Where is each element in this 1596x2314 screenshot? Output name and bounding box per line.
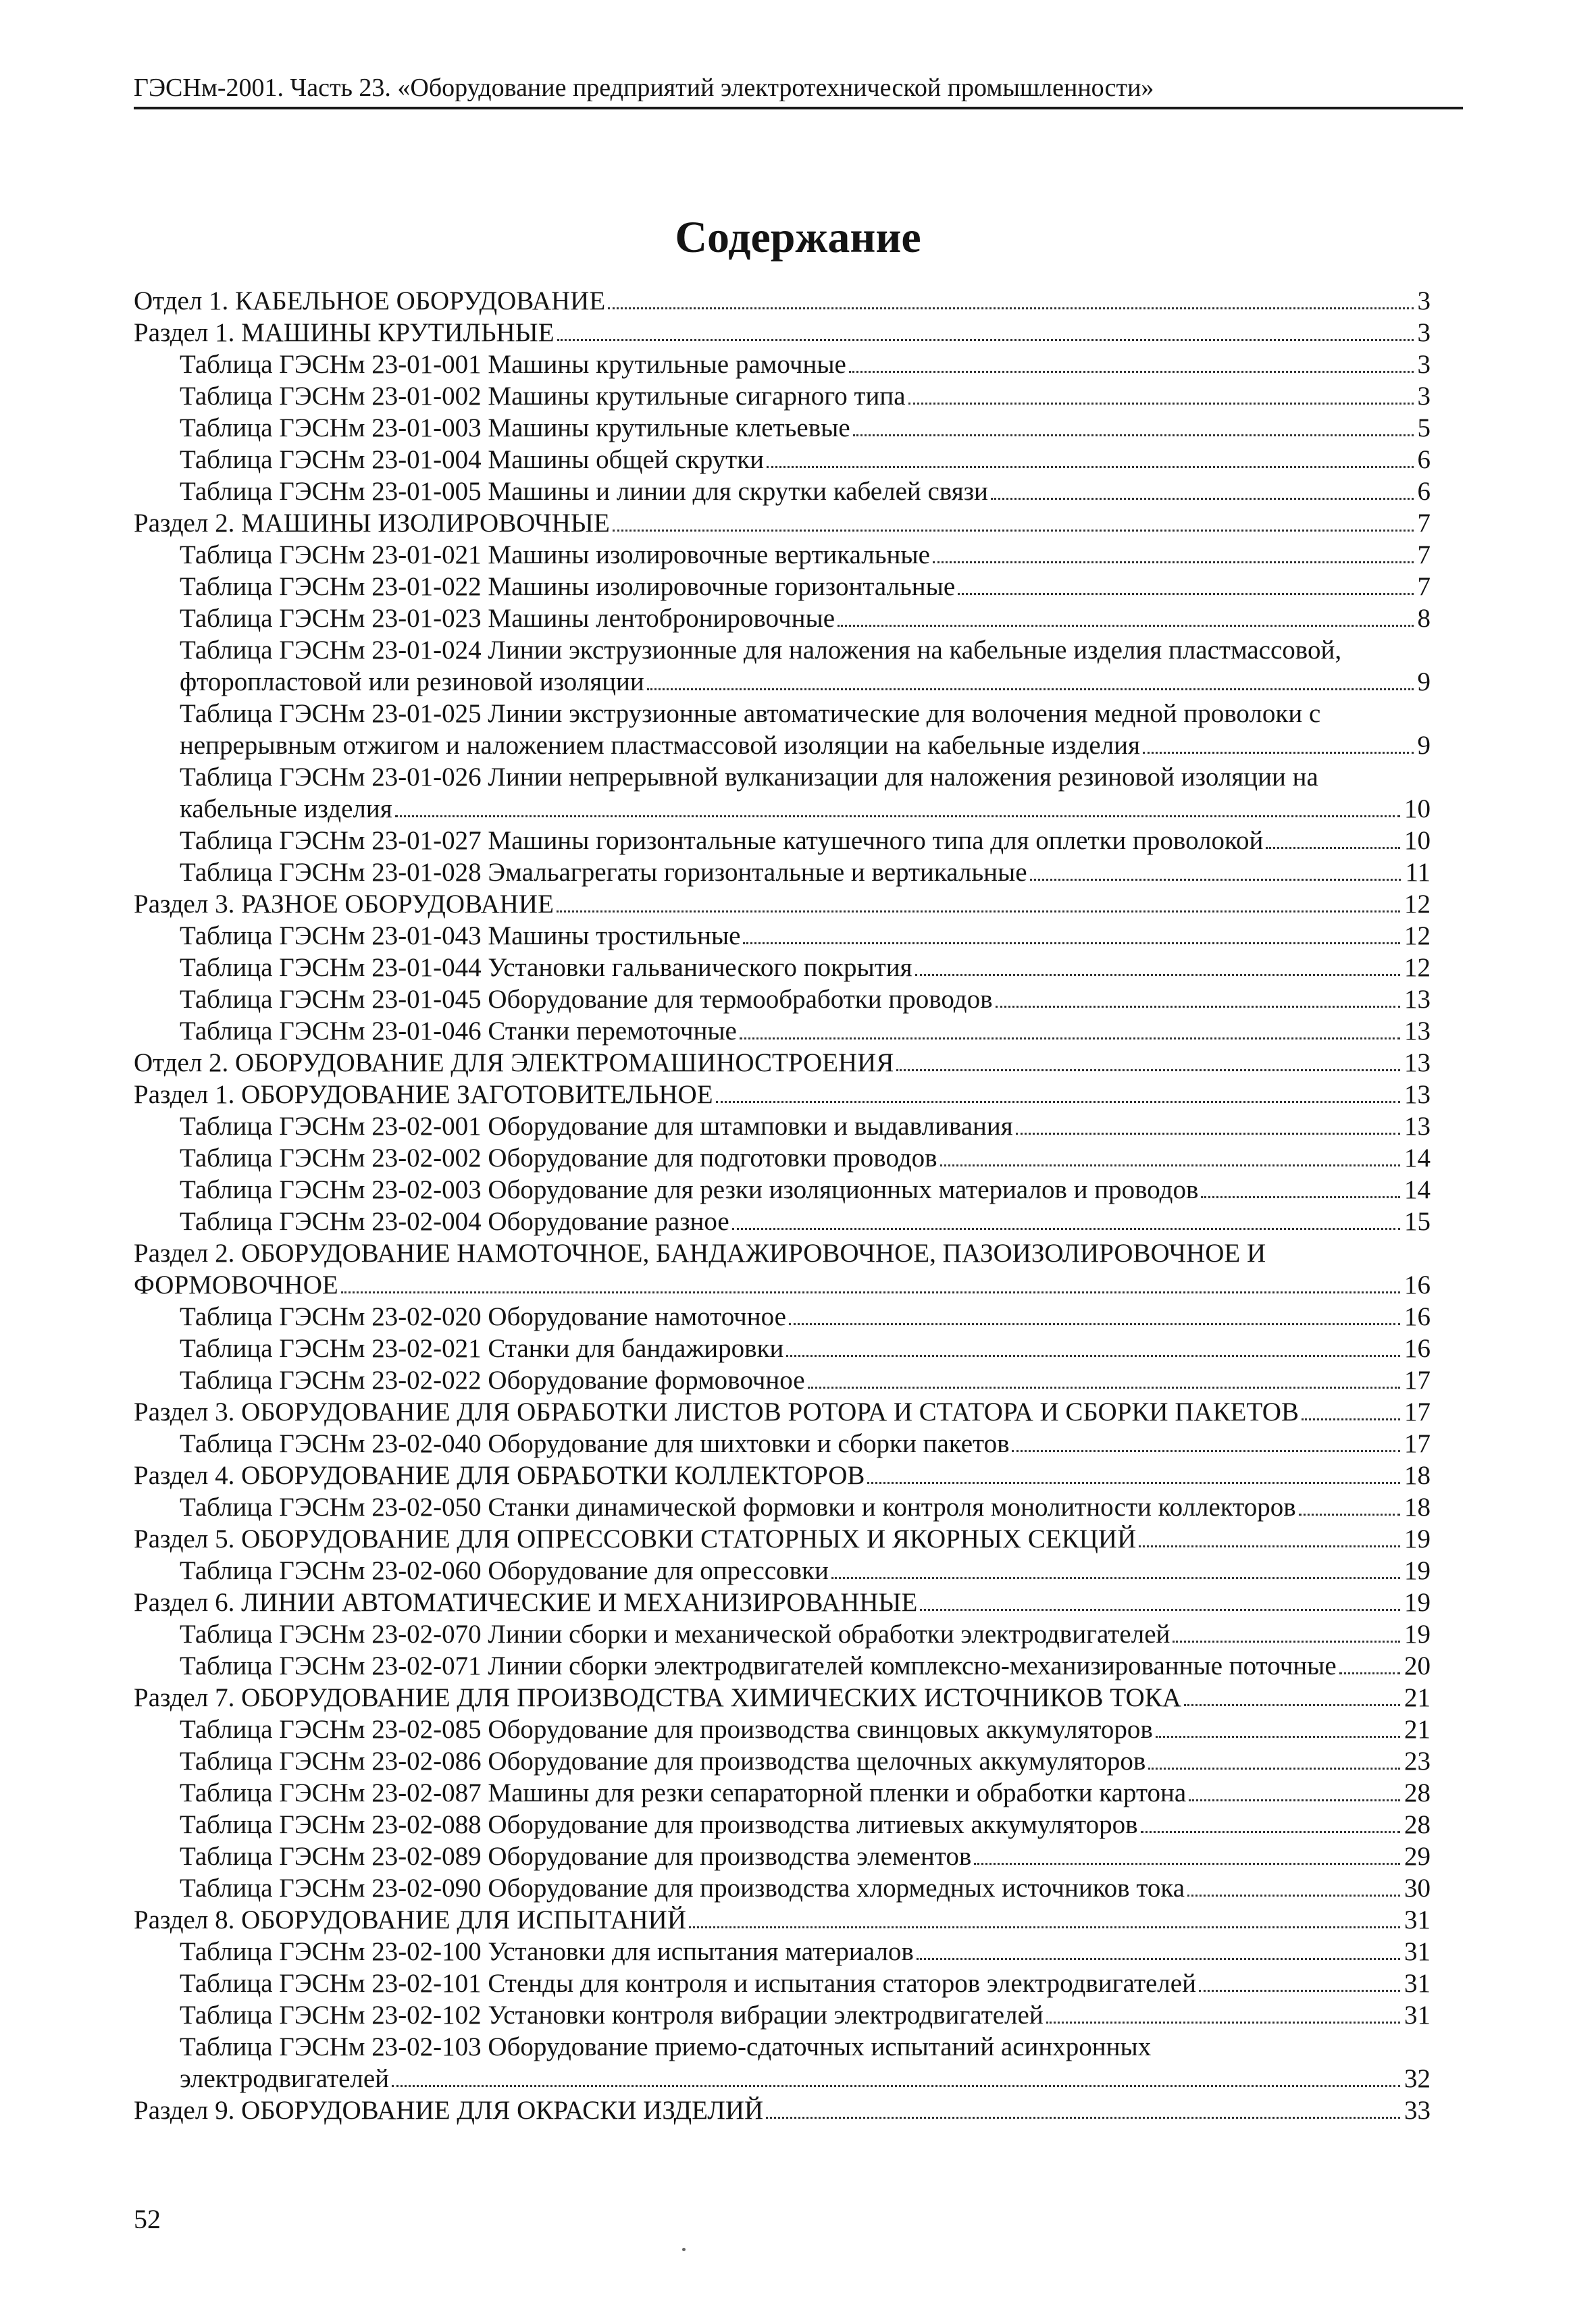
toc-table-entry	[134, 602, 1431, 634]
toc-table-entry	[134, 952, 1431, 983]
toc-entry-page: 28	[1404, 1778, 1431, 1807]
toc-dot-leader	[1016, 1133, 1400, 1135]
toc-entry-row	[180, 1999, 1431, 2031]
toc-table-entry	[134, 1618, 1431, 1650]
toc-entry-row	[180, 1015, 1431, 1047]
header-rule	[134, 107, 1463, 109]
toc-entry-text: Таблица ГЭСНм 23-01-022 Машины изолировочные горизонтальные	[180, 572, 956, 601]
toc-entry-row	[180, 1777, 1431, 1809]
toc-entry-text: Таблица ГЭСНм 23-01-001 Машины крутильные рамочные	[180, 350, 846, 379]
toc-entry-text: Таблица ГЭСНм 23-02-087 Машины для резки сепараторной пленки и обработки картона	[180, 1778, 1187, 1807]
toc-table-entry	[134, 920, 1431, 952]
toc-table-entry	[134, 1714, 1431, 1745]
toc-entry-page: 5	[1417, 413, 1431, 442]
toc-entry-page: 6	[1417, 477, 1431, 506]
toc-table-entry	[134, 1206, 1431, 1237]
toc-entry-page: 10	[1404, 826, 1431, 855]
toc-section-entry	[134, 1460, 1431, 1491]
toc-table-entry	[134, 1301, 1431, 1333]
toc-entry-page: 16	[1404, 1334, 1431, 1363]
toc-entry-row	[180, 1650, 1431, 1682]
toc-dot-leader	[1156, 1736, 1400, 1738]
toc-entry-row	[180, 1618, 1431, 1650]
toc-entry-page: 7	[1417, 540, 1431, 569]
toc-entry-text: Раздел 3. РАЗНОЕ ОБОРУДОВАНИЕ	[134, 890, 554, 919]
toc-entry-text: Таблица ГЭСНм 23-01-046 Станки перемоточные	[180, 1017, 737, 1046]
toc-entry-text: Таблица ГЭСНм 23-01-027 Машины горизонтальные катушечного типа для оплетки проволокой	[180, 826, 1264, 855]
toc-entry-row	[180, 602, 1431, 634]
toc-entry-row	[134, 1269, 1431, 1301]
toc-entry-text: фторопластовой или резиновой изоляции	[180, 667, 644, 696]
toc-dot-leader	[647, 688, 1414, 690]
toc-entry-row	[134, 1079, 1431, 1110]
toc-entry-row	[180, 2063, 1431, 2094]
toc-table-entry	[134, 1745, 1431, 1777]
running-header: ГЭСНм-2001. Часть 23. «Оборудование предприятий электротехнической промышленности»	[134, 74, 1154, 102]
toc-entry-text: Таблица ГЭСНм 23-02-102 Установки контроля вибрации электродвигателей	[180, 2001, 1044, 2030]
toc-entry-row	[180, 1872, 1431, 1904]
toc-table-entry	[134, 1142, 1431, 1174]
toc-dot-leader	[831, 1577, 1400, 1579]
toc-dot-leader	[557, 339, 1414, 341]
toc-entry-text: Таблица ГЭСНм 23-02-003 Оборудование для резки изоляционных материалов и проводов	[180, 1175, 1199, 1204]
toc-entry-text-line: Таблица ГЭСНм 23-01-024 Линии экструзионные для наложения на кабельные изделия пластмассовой,	[180, 636, 1342, 665]
toc-table-entry	[134, 539, 1431, 571]
toc-entry-text: Отдел 2. ОБОРУДОВАНИЕ ДЛЯ ЭЛЕКТРОМАШИНОСТРОЕНИЯ	[134, 1048, 894, 1077]
toc-dot-leader	[689, 1926, 1400, 1928]
scan-speck	[682, 2248, 686, 2251]
toc-entry-page: 11	[1405, 858, 1431, 887]
toc-dot-leader	[974, 1863, 1400, 1865]
toc-entry-text: Таблица ГЭСНм 23-02-070 Линии сборки и механической обработки электродвигателей	[180, 1620, 1170, 1649]
toc-entry-row	[134, 317, 1431, 349]
toc-section-entry	[134, 1396, 1431, 1428]
toc-entry-text: Таблица ГЭСНм 23-02-086 Оборудование для производства щелочных аккумуляторов	[180, 1747, 1146, 1776]
toc-entry-page: 31	[1404, 1905, 1431, 1934]
toc-entry-text-line: Раздел 2. ОБОРУДОВАНИЕ НАМОТОЧНОЕ, БАНДАЖИРОВОЧНОЕ, ПАЗОИЗОЛИРОВОЧНОЕ И	[134, 1239, 1266, 1268]
toc-dot-leader	[743, 942, 1400, 944]
toc-entry-page: 12	[1404, 953, 1431, 982]
toc-table-entry	[134, 1174, 1431, 1206]
toc-entry-row	[180, 666, 1431, 698]
toc-section-entry	[134, 1587, 1431, 1618]
toc-entry-text-line: Таблица ГЭСНм 23-02-103 Оборудование приемо-сдаточных испытаний асинхронных	[180, 2032, 1152, 2061]
toc-entry-text: Раздел 6. ЛИНИИ АВТОМАТИЧЕСКИЕ И МЕХАНИЗИРОВАННЫЕ	[134, 1588, 918, 1617]
toc-dot-leader	[1173, 1641, 1400, 1643]
toc-section-entry	[134, 1904, 1431, 1936]
toc-table-entry	[134, 412, 1431, 444]
toc-entry-text: кабельные изделия	[180, 794, 392, 823]
toc-entry-page: 16	[1404, 1270, 1431, 1300]
toc-entry-row	[180, 412, 1431, 444]
toc-dot-leader	[1339, 1672, 1400, 1674]
toc-entry-page: 18	[1404, 1461, 1431, 1490]
toc-table-entry	[134, 1872, 1431, 1904]
toc-entry-page: 14	[1404, 1143, 1431, 1173]
toc-entry-row	[180, 475, 1431, 507]
toc-entry-text: Таблица ГЭСНм 23-02-020 Оборудование намоточное	[180, 1302, 786, 1331]
toc-entry-row	[180, 825, 1431, 856]
toc-entry-text: Таблица ГЭСНм 23-01-003 Машины крутильные клетьевые	[180, 413, 850, 442]
toc-entry-page: 13	[1404, 1017, 1431, 1046]
toc-entry-page: 3	[1417, 350, 1431, 379]
toc-entry-page: 21	[1404, 1715, 1431, 1744]
toc-entry-text: Таблица ГЭСНм 23-02-022 Оборудование формовочное	[180, 1366, 805, 1395]
toc-dot-leader	[740, 1037, 1400, 1039]
toc-entry-text: Раздел 1. ОБОРУДОВАНИЕ ЗАГОТОВИТЕЛЬНОЕ	[134, 1080, 713, 1109]
toc-entry-row	[134, 1460, 1431, 1491]
toc-entry-page: 19	[1404, 1524, 1431, 1553]
toc-entry-page: 7	[1417, 572, 1431, 601]
toc-entry-text: Таблица ГЭСНм 23-01-043 Машины тростильные	[180, 921, 741, 950]
toc-entry-page: 23	[1404, 1747, 1431, 1776]
toc-entry-page: 12	[1404, 890, 1431, 919]
toc-entry-text: электродвигателей	[180, 2064, 390, 2093]
toc-entry-text: Раздел 5. ОБОРУДОВАНИЕ ДЛЯ ОПРЕССОВКИ СТАТОРНЫХ И ЯКОРНЫХ СЕКЦИЙ	[134, 1524, 1137, 1553]
toc-entry-page: 13	[1404, 1112, 1431, 1141]
toc-section-entry	[134, 317, 1431, 349]
toc-entry-text: Таблица ГЭСНм 23-02-004 Оборудование разное	[180, 1207, 729, 1236]
toc-entry-page: 13	[1404, 985, 1431, 1014]
toc-entry-row	[180, 1174, 1431, 1206]
toc-dot-leader	[1143, 752, 1414, 754]
toc-table-entry	[134, 1015, 1431, 1047]
toc-entry-text: Раздел 9. ОБОРУДОВАНИЕ ДЛЯ ОКРАСКИ ИЗДЕЛИЙ	[134, 2096, 764, 2125]
toc-dot-leader	[1187, 1895, 1400, 1897]
toc-entry-page: 17	[1404, 1429, 1431, 1458]
toc-entry-page: 17	[1404, 1397, 1431, 1426]
toc-entry-text: Таблица ГЭСНм 23-02-050 Станки динамической формовки и контроля монолитности коллекторов	[180, 1493, 1296, 1522]
toc-entry-row	[180, 856, 1431, 888]
toc-entry-text: Таблица ГЭСНм 23-01-021 Машины изолировочные вертикальные	[180, 540, 930, 569]
toc-table-entry	[134, 634, 1431, 698]
toc-entry-text: Раздел 7. ОБОРУДОВАНИЕ ДЛЯ ПРОИЗВОДСТВА ХИМИЧЕСКИХ ИСТОЧНИКОВ ТОКА	[134, 1683, 1181, 1712]
toc-entry-page: 29	[1404, 1842, 1431, 1871]
toc-dot-leader	[915, 974, 1400, 976]
toc-dot-leader	[1141, 1831, 1400, 1833]
toc-entry-row	[134, 1523, 1431, 1555]
toc-table-entry	[134, 1968, 1431, 1999]
toc-entry-page: 32	[1404, 2064, 1431, 2093]
toc-entry-row	[180, 1301, 1431, 1333]
page-number: 52	[134, 2204, 161, 2234]
toc-dot-leader	[1046, 2022, 1400, 2024]
toc-entry-page: 12	[1404, 921, 1431, 950]
toc-table-entry	[134, 1999, 1431, 2031]
toc-dot-leader	[853, 434, 1414, 436]
toc-dot-leader	[917, 1958, 1400, 1960]
toc-entry-page: 30	[1404, 1874, 1431, 1903]
toc-entry-text: Таблица ГЭСНм 23-02-021 Станки для бандажировки	[180, 1334, 784, 1363]
toc-section-entry	[134, 1047, 1431, 1079]
toc-dot-leader	[1184, 1704, 1400, 1706]
toc-dot-leader	[920, 1609, 1400, 1611]
toc-entry-row	[180, 983, 1431, 1015]
toc-dot-leader	[1299, 1514, 1400, 1516]
toc-entry-text: Таблица ГЭСНм 23-02-071 Линии сборки электродвигателей комплексно-механизированные поточные	[180, 1651, 1337, 1680]
toc-entry-row	[180, 1841, 1431, 1872]
toc-dot-leader	[613, 530, 1414, 532]
toc-entry-page: 31	[1404, 1937, 1431, 1966]
toc-entry-row	[134, 888, 1431, 920]
toc-entry-row	[180, 793, 1431, 825]
toc-entry-row	[134, 507, 1431, 539]
toc-entry-page: 15	[1404, 1207, 1431, 1236]
toc-entry-text: Таблица ГЭСНм 23-02-090 Оборудование для производства хлормедных источников тока	[180, 1874, 1185, 1903]
toc-entry-page: 31	[1404, 1969, 1431, 1998]
toc-section-entry	[134, 2094, 1431, 2126]
toc-dot-leader	[1189, 1799, 1400, 1801]
toc-entry-page: 17	[1404, 1366, 1431, 1395]
toc-table-entry	[134, 825, 1431, 856]
toc-dot-leader	[940, 1164, 1400, 1166]
toc-entry-row	[180, 1364, 1431, 1396]
toc-dot-leader	[789, 1323, 1400, 1325]
toc-entry-text: Таблица ГЭСНм 23-02-060 Оборудование для опрессовки	[180, 1556, 829, 1585]
toc-entry-row	[134, 1047, 1431, 1079]
toc-entry-row	[180, 571, 1431, 602]
toc-entry-row	[180, 1206, 1431, 1237]
toc-entry-text-line: Таблица ГЭСНм 23-01-026 Линии непрерывной вулканизации для наложения резиновой изоляции на	[180, 763, 1318, 792]
toc-section-entry	[134, 1237, 1431, 1301]
toc-entry-row	[134, 1587, 1431, 1618]
toc-dot-leader	[991, 498, 1414, 500]
toc-entry-row	[180, 539, 1431, 571]
toc-entry-page: 14	[1404, 1175, 1431, 1204]
toc-dot-leader	[1201, 1196, 1400, 1198]
toc-entry-text: Таблица ГЭСНм 23-02-002 Оборудование для подготовки проводов	[180, 1143, 937, 1173]
toc-dot-leader	[996, 1006, 1401, 1008]
toc-table-entry	[134, 1809, 1431, 1841]
toc-entry-row	[180, 1110, 1431, 1142]
toc-entry-page: 19	[1404, 1620, 1431, 1649]
toc-table-entry	[134, 761, 1431, 825]
toc-entry-row	[134, 1904, 1431, 1936]
toc-entry-row	[180, 1333, 1431, 1364]
toc-entry-page: 18	[1404, 1493, 1431, 1522]
toc-entry-text: Таблица ГЭСНм 23-01-045 Оборудование для термообработки проводов	[180, 985, 993, 1014]
toc-entry-row	[134, 1396, 1431, 1428]
toc-dot-leader	[958, 593, 1413, 595]
toc-dot-leader	[395, 815, 1400, 817]
toc-dot-leader	[933, 561, 1414, 563]
toc-section-entry	[134, 1523, 1431, 1555]
toc-entry-page: 20	[1404, 1651, 1431, 1680]
toc-entry-text: ФОРМОВОЧНОЕ	[134, 1270, 338, 1300]
toc-entry-text: Таблица ГЭСНм 23-01-004 Машины общей скрутки	[180, 445, 765, 474]
toc-dot-leader	[1302, 1418, 1400, 1420]
toc-entry-page: 6	[1417, 445, 1431, 474]
toc-entry-text: Таблица ГЭСНм 23-02-101 Стенды для контроля и испытания статоров электродвигателей	[180, 1969, 1196, 1998]
toc-table-entry	[134, 475, 1431, 507]
toc-section-entry	[134, 507, 1431, 539]
toc-entry-text: Таблица ГЭСНм 23-01-028 Эмальагрегаты горизонтальные и вертикальные	[180, 858, 1027, 887]
toc-entry-page: 31	[1404, 2001, 1431, 2030]
toc-table-entry	[134, 1650, 1431, 1682]
toc-dot-leader	[1266, 847, 1400, 849]
toc-entry-page: 9	[1417, 667, 1431, 696]
toc-entry-text: Таблица ГЭСНм 23-02-100 Установки для испытания материалов	[180, 1937, 914, 1966]
toc-entry-page: 9	[1417, 731, 1431, 760]
toc-entry-page: 28	[1404, 1810, 1431, 1839]
toc-entry-page: 3	[1417, 318, 1431, 347]
toc-entry-text: Раздел 8. ОБОРУДОВАНИЕ ДЛЯ ИСПЫТАНИЙ	[134, 1905, 687, 1934]
toc-entry-text: Раздел 4. ОБОРУДОВАНИЕ ДЛЯ ОБРАБОТКИ КОЛЛЕКТОРОВ	[134, 1461, 865, 1490]
toc-table-entry	[134, 983, 1431, 1015]
toc-table-entry	[134, 1555, 1431, 1587]
toc-dot-leader	[1030, 879, 1401, 881]
toc-entry-row	[180, 1745, 1431, 1777]
toc-entry-page: 21	[1404, 1683, 1431, 1712]
toc-section-entry	[134, 1079, 1431, 1110]
toc-dot-leader	[392, 2085, 1400, 2087]
toc-entry-row	[180, 1714, 1431, 1745]
toc-dot-leader	[341, 1291, 1400, 1293]
toc-entry-page: 3	[1417, 382, 1431, 411]
toc-entry-text: Раздел 2. МАШИНЫ ИЗОЛИРОВОЧНЫЕ	[134, 509, 610, 538]
toc-entry-page: 19	[1404, 1588, 1431, 1617]
toc-table-entry	[134, 2031, 1431, 2094]
toc-dot-leader	[1139, 1545, 1400, 1547]
toc-table-entry	[134, 571, 1431, 602]
toc-entry-row	[180, 1491, 1431, 1523]
toc-entry-row	[180, 1809, 1431, 1841]
toc-entry-row	[134, 285, 1431, 317]
toc-table-entry	[134, 1364, 1431, 1396]
toc-entry-text: Отдел 1. КАБЕЛЬНОЕ ОБОРУДОВАНИЕ	[134, 286, 606, 315]
toc-entry-row	[180, 1555, 1431, 1587]
toc-table-entry	[134, 1936, 1431, 1968]
toc-dot-leader	[767, 466, 1413, 468]
table-of-contents	[134, 285, 1431, 2126]
toc-table-entry	[134, 349, 1431, 380]
toc-dot-leader	[557, 910, 1400, 912]
toc-entry-row	[180, 349, 1431, 380]
toc-dot-leader	[1199, 1990, 1400, 1992]
toc-table-entry	[134, 856, 1431, 888]
toc-entry-page: 13	[1404, 1080, 1431, 1109]
toc-entry-text: Таблица ГЭСНм 23-02-001 Оборудование для штамповки и выдавливания	[180, 1112, 1013, 1141]
toc-entry-page: 7	[1417, 509, 1431, 538]
toc-dot-leader	[838, 625, 1413, 627]
toc-entry-text: Таблица ГЭСНм 23-02-089 Оборудование для производства элементов	[180, 1842, 972, 1871]
toc-table-entry	[134, 1491, 1431, 1523]
toc-dot-leader	[732, 1228, 1400, 1230]
toc-section-entry	[134, 285, 1431, 317]
toc-dot-leader	[896, 1069, 1400, 1071]
toc-table-entry	[134, 1841, 1431, 1872]
toc-section-entry	[134, 888, 1431, 920]
toc-entry-page: 13	[1404, 1048, 1431, 1077]
toc-entry-row	[180, 920, 1431, 952]
toc-entry-page: 3	[1417, 286, 1431, 315]
toc-entry-row	[180, 1968, 1431, 1999]
toc-entry-text: непрерывным отжигом и наложением пластмассовой изоляции на кабельные изделия	[180, 731, 1140, 760]
toc-entry-row	[180, 444, 1431, 475]
toc-entry-text: Таблица ГЭСНм 23-02-088 Оборудование для производства литиевых аккумуляторов	[180, 1810, 1138, 1839]
toc-table-entry	[134, 1777, 1431, 1809]
toc-entry-row	[180, 729, 1431, 761]
toc-section-entry	[134, 1682, 1431, 1714]
toc-entry-page: 19	[1404, 1556, 1431, 1585]
toc-entry-text: Таблица ГЭСНм 23-01-002 Машины крутильные сигарного типа	[180, 382, 906, 411]
toc-dot-leader	[808, 1387, 1400, 1389]
toc-entry-page: 10	[1404, 794, 1431, 823]
toc-dot-leader	[766, 2117, 1400, 2119]
toc-entry-row	[134, 2094, 1431, 2126]
toc-entry-row	[180, 380, 1431, 412]
toc-entry-text-line: Таблица ГЭСНм 23-01-025 Линии экструзионные автоматические для волочения медной проволоки с	[180, 699, 1321, 728]
toc-entry-row	[180, 1428, 1431, 1460]
toc-entry-row	[180, 1936, 1431, 1968]
toc-table-entry	[134, 1110, 1431, 1142]
toc-table-entry	[134, 1333, 1431, 1364]
toc-entry-row	[180, 1142, 1431, 1174]
toc-dot-leader	[908, 403, 1414, 405]
page-title: Содержание	[675, 213, 921, 262]
toc-entry-text: Раздел 3. ОБОРУДОВАНИЕ ДЛЯ ОБРАБОТКИ ЛИСТОВ РОТОРА И СТАТОРА И СБОРКИ ПАКЕТОВ	[134, 1397, 1299, 1426]
toc-entry-text: Таблица ГЭСНм 23-01-044 Установки гальванического покрытия	[180, 953, 912, 982]
toc-entry-text: Раздел 1. МАШИНЫ КРУТИЛЬНЫЕ	[134, 318, 555, 347]
toc-entry-text: Таблица ГЭСНм 23-02-040 Оборудование для шихтовки и сборки пакетов	[180, 1429, 1010, 1458]
toc-dot-leader	[1148, 1768, 1400, 1770]
toc-dot-leader	[867, 1482, 1400, 1484]
toc-dot-leader	[849, 371, 1414, 373]
toc-table-entry	[134, 444, 1431, 475]
toc-dot-leader	[716, 1101, 1400, 1103]
toc-dot-leader	[1012, 1450, 1400, 1452]
toc-entry-text: Таблица ГЭСНм 23-02-085 Оборудование для производства свинцовых аккумуляторов	[180, 1715, 1153, 1744]
toc-entry-page: 8	[1417, 604, 1431, 633]
toc-table-entry	[134, 1428, 1431, 1460]
toc-dot-leader	[608, 307, 1413, 309]
toc-table-entry	[134, 698, 1431, 761]
toc-dot-leader	[786, 1355, 1400, 1357]
toc-entry-page: 16	[1404, 1302, 1431, 1331]
toc-entry-text: Таблица ГЭСНм 23-01-023 Машины лентобронировочные	[180, 604, 835, 633]
toc-entry-text: Таблица ГЭСНм 23-01-005 Машины и линии для скрутки кабелей связи	[180, 477, 988, 506]
toc-entry-row	[134, 1682, 1431, 1714]
toc-table-entry	[134, 380, 1431, 412]
toc-entry-page: 33	[1404, 2096, 1431, 2125]
toc-entry-row	[180, 952, 1431, 983]
